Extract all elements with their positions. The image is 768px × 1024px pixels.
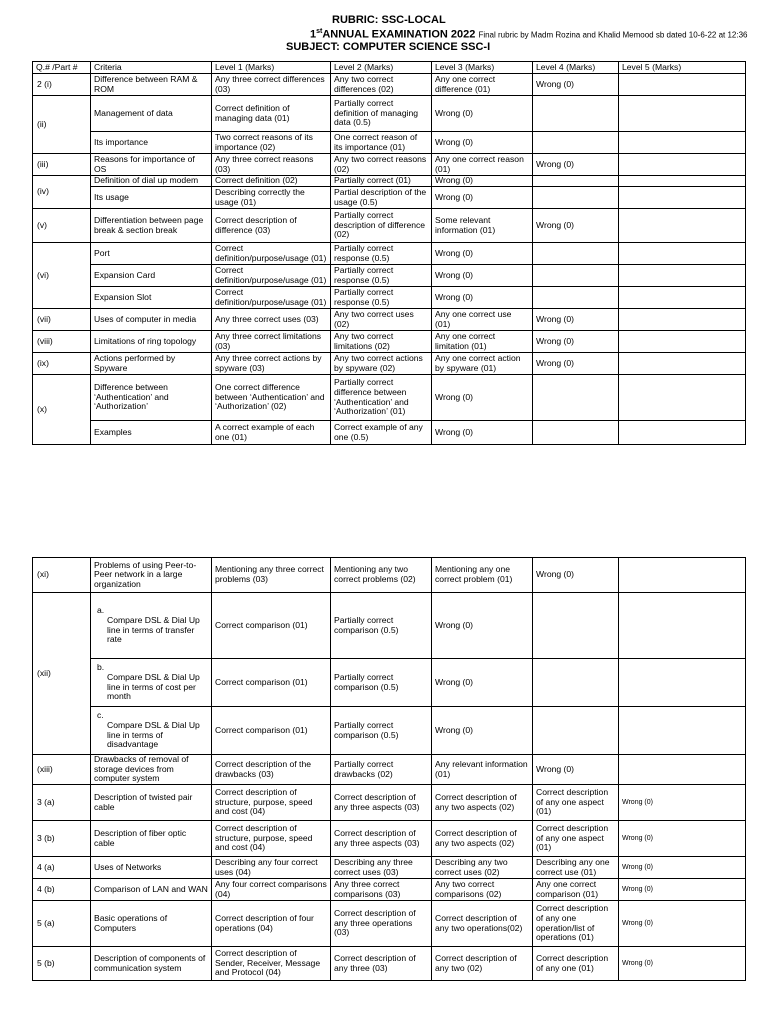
level-cell: Wrong (0)	[619, 821, 746, 857]
criteria-cell: Difference between RAM & ROM	[91, 74, 212, 96]
level-cell	[619, 375, 746, 421]
rubric-title: RUBRIC: SSC-LOCAL	[332, 14, 446, 26]
level-cell: Partially correct comparison (0.5)	[331, 593, 432, 659]
question-number: (vi)	[33, 243, 91, 309]
level-cell: Partially correct response (0.5)	[331, 265, 432, 287]
level-cell: Correct definition of managing data (01)	[212, 96, 331, 132]
level-cell: Correct description of any three aspects (03)	[331, 785, 432, 821]
level-cell: Any three correct uses (03)	[212, 309, 331, 331]
rubric-table-1	[32, 61, 746, 445]
criteria-cell: Description of twisted pair cable	[91, 785, 212, 821]
level-cell: Correct description of any three aspects (03)	[331, 821, 432, 857]
question-number: 4 (b)	[33, 879, 91, 901]
col-header: Level 1 (Marks)	[212, 62, 331, 74]
table-row	[33, 755, 746, 785]
level-cell: Correct comparison (01)	[212, 659, 331, 707]
table-row	[33, 132, 746, 154]
level-cell: Wrong (0)	[533, 309, 619, 331]
level-cell: Correct description of structure, purpose, speed and cost (04)	[212, 785, 331, 821]
question-number: 4 (a)	[33, 857, 91, 879]
criteria-cell: Uses of computer in media	[91, 309, 212, 331]
question-number: (v)	[33, 209, 91, 243]
level-cell: Wrong (0)	[432, 421, 533, 445]
table-row	[33, 659, 746, 707]
level-cell: Any one correct difference (01)	[432, 74, 533, 96]
criteria-cell	[91, 659, 212, 707]
level-cell	[533, 176, 619, 187]
question-number: (x)	[33, 375, 91, 445]
level-cell: Wrong (0)	[432, 243, 533, 265]
table-row	[33, 353, 746, 375]
level-cell: Correct description of any two aspects (02)	[432, 821, 533, 857]
table-row	[33, 74, 746, 96]
level-cell: Describing any two correct uses (02)	[432, 857, 533, 879]
level-cell: Any two correct comparisons (02)	[432, 879, 533, 901]
level-cell: Any four correct comparisons (04)	[212, 879, 331, 901]
criteria-text: Compare DSL & Dial Up line in terms of cost per month	[107, 671, 200, 702]
level-cell: Correct description of the drawbacks (03)	[212, 755, 331, 785]
level-cell: Correct description of any one operation/list of operations (01)	[533, 901, 619, 947]
level-cell: Wrong (0)	[533, 353, 619, 375]
level-cell	[619, 659, 746, 707]
criteria-text: Compare DSL & Dial Up line in terms of transfer rate	[107, 614, 200, 645]
table-row	[33, 947, 746, 981]
criteria-cell: Comparison of LAN and WAN	[91, 879, 212, 901]
level-cell	[619, 132, 746, 154]
level-cell: Partially correct comparison (0.5)	[331, 659, 432, 707]
level-cell: Partially correct definition of managing data (0.5)	[331, 96, 432, 132]
table-row	[33, 154, 746, 176]
level-cell	[619, 209, 746, 243]
level-cell: Wrong (0)	[619, 879, 746, 901]
level-cell	[533, 187, 619, 209]
level-cell	[619, 593, 746, 659]
level-cell: Wrong (0)	[533, 558, 619, 593]
level-cell: Wrong (0)	[533, 755, 619, 785]
level-cell: Any two correct reasons (02)	[331, 154, 432, 176]
level-cell: Correct comparison (01)	[212, 707, 331, 755]
col-header: Q.# /Part #	[33, 62, 91, 74]
table-row	[33, 901, 746, 947]
level-cell: Partially correct comparison (0.5)	[331, 707, 432, 755]
question-number: 5 (a)	[33, 901, 91, 947]
level-cell: Partially correct response (0.5)	[331, 243, 432, 265]
level-cell: Correct description of structure, purpose, speed and cost (04)	[212, 821, 331, 857]
criteria-text: Compare DSL & Dial Up line in terms of disadvantage	[107, 719, 200, 750]
level-cell: Wrong (0)	[619, 901, 746, 947]
level-cell: Any two correct uses (02)	[331, 309, 432, 331]
level-cell: Any one correct limitation (01)	[432, 331, 533, 353]
level-cell: Describing correctly the usage (01)	[212, 187, 331, 209]
level-cell	[619, 243, 746, 265]
table-row	[33, 265, 746, 287]
criteria-cell: Drawbacks of removal of storage devices from computer system	[91, 755, 212, 785]
level-cell: Partially correct drawbacks (02)	[331, 755, 432, 785]
question-number: 3 (a)	[33, 785, 91, 821]
level-cell: Some relevant information (01)	[432, 209, 533, 243]
level-cell: Any three correct comparisons (03)	[331, 879, 432, 901]
level-cell: Wrong (0)	[432, 287, 533, 309]
table-row	[33, 707, 746, 755]
level-cell	[619, 187, 746, 209]
level-cell	[533, 243, 619, 265]
question-number: (iv)	[33, 176, 91, 209]
level-cell: Wrong (0)	[432, 96, 533, 132]
col-header: Level 4 (Marks)	[533, 62, 619, 74]
level-cell: One correct difference between ‘Authentication’ and ‘Authorization’ (02)	[212, 375, 331, 421]
table-row	[33, 209, 746, 243]
criteria-cell: Description of components of communication system	[91, 947, 212, 981]
level-cell	[619, 287, 746, 309]
level-cell	[619, 558, 746, 593]
level-cell: Any one correct use (01)	[432, 309, 533, 331]
question-number: (xiii)	[33, 755, 91, 785]
table-row	[33, 187, 746, 209]
table-row	[33, 421, 746, 445]
criteria-cell: Expansion Slot	[91, 287, 212, 309]
level-cell: One correct reason of its importance (01)	[331, 132, 432, 154]
table-row	[33, 785, 746, 821]
level-cell	[619, 755, 746, 785]
level-cell: Any one correct action by spyware (01)	[432, 353, 533, 375]
level-cell: Correct description of any three (03)	[331, 947, 432, 981]
col-header: Criteria	[91, 62, 212, 74]
level-cell: Wrong (0)	[432, 176, 533, 187]
level-cell: Partial description of the usage (0.5)	[331, 187, 432, 209]
level-cell	[619, 421, 746, 445]
table-row	[33, 96, 746, 132]
level-cell	[619, 96, 746, 132]
criteria-cell: Reasons for importance of OS	[91, 154, 212, 176]
level-cell: Wrong (0)	[432, 659, 533, 707]
level-cell	[533, 707, 619, 755]
level-cell: Correct comparison (01)	[212, 593, 331, 659]
question-number: (ii)	[33, 96, 91, 154]
level-cell: Partially correct (01)	[331, 176, 432, 187]
level-cell: Correct description of any two aspects (02)	[432, 785, 533, 821]
level-cell: Wrong (0)	[432, 707, 533, 755]
level-cell: Correct description of any one aspect (01)	[533, 785, 619, 821]
criteria-cell: Description of fiber optic cable	[91, 821, 212, 857]
table-header-row	[33, 62, 746, 74]
question-number: (xi)	[33, 558, 91, 593]
level-cell: Wrong (0)	[533, 154, 619, 176]
level-cell	[533, 96, 619, 132]
subject-title: SUBJECT: COMPUTER SCIENCE SSC-I	[286, 41, 491, 53]
level-cell	[619, 265, 746, 287]
col-header: Level 3 (Marks)	[432, 62, 533, 74]
level-cell: Correct description of four operations (04)	[212, 901, 331, 947]
criteria-cell: Its usage	[91, 187, 212, 209]
level-cell: Wrong (0)	[619, 785, 746, 821]
level-cell: Wrong (0)	[533, 209, 619, 243]
question-number: (vii)	[33, 309, 91, 331]
rubric-table-2	[32, 557, 746, 981]
level-cell	[533, 375, 619, 421]
sub-part-label: c.	[97, 710, 104, 721]
level-cell	[533, 265, 619, 287]
level-cell: Any three correct reasons (03)	[212, 154, 331, 176]
level-cell: Partially correct difference between ‘Authentication’ and ‘Authorization’ (01)	[331, 375, 432, 421]
level-cell	[533, 593, 619, 659]
criteria-cell: Expansion Card	[91, 265, 212, 287]
table-row	[33, 176, 746, 187]
level-cell: Wrong (0)	[533, 331, 619, 353]
level-cell: Correct description of difference (03)	[212, 209, 331, 243]
table-row	[33, 331, 746, 353]
rubric-note: Final rubric by Madm Rozina and Khalid Memood sb dated 10-6-22 at 12:36	[478, 30, 748, 40]
table-row	[33, 287, 746, 309]
level-cell: Correct description of any one (01)	[533, 947, 619, 981]
level-cell: Wrong (0)	[432, 265, 533, 287]
level-cell	[619, 154, 746, 176]
criteria-cell: Basic operations of Computers	[91, 901, 212, 947]
criteria-cell: Definition of dial up modem	[91, 176, 212, 187]
level-cell: Mentioning any two correct problems (02)	[331, 558, 432, 593]
level-cell: Any two correct differences (02)	[331, 74, 432, 96]
level-cell: Describing any one correct use (01)	[533, 857, 619, 879]
level-cell: Correct description of any two (02)	[432, 947, 533, 981]
question-number: (ix)	[33, 353, 91, 375]
question-number: 3 (b)	[33, 821, 91, 857]
criteria-cell: Port	[91, 243, 212, 265]
question-number: (viii)	[33, 331, 91, 353]
level-cell	[619, 707, 746, 755]
question-number: 5 (b)	[33, 947, 91, 981]
level-cell: Any one correct reason (01)	[432, 154, 533, 176]
table-row	[33, 879, 746, 901]
level-cell: Describing any four correct uses (04)	[212, 857, 331, 879]
level-cell: Correct definition/purpose/usage (01)	[212, 265, 331, 287]
level-cell	[619, 176, 746, 187]
col-header: Level 5 (Marks)	[619, 62, 746, 74]
level-cell: Correct definition (02)	[212, 176, 331, 187]
question-number: (iii)	[33, 154, 91, 176]
level-cell: A correct example of each one (01)	[212, 421, 331, 445]
criteria-cell: Actions performed by Spyware	[91, 353, 212, 375]
table-row	[33, 375, 746, 421]
level-cell: Wrong (0)	[619, 857, 746, 879]
table-row	[33, 243, 746, 265]
level-cell: Any three correct differences (03)	[212, 74, 331, 96]
level-cell: Correct description of any one aspect (01)	[533, 821, 619, 857]
criteria-cell: Management of data	[91, 96, 212, 132]
level-cell: Mentioning any three correct problems (03)	[212, 558, 331, 593]
level-cell: Wrong (0)	[533, 74, 619, 96]
criteria-cell: Its importance	[91, 132, 212, 154]
criteria-cell: Problems of using Peer-to-Peer network in a large organization	[91, 558, 212, 593]
level-cell	[619, 74, 746, 96]
level-cell: Wrong (0)	[432, 593, 533, 659]
criteria-cell	[91, 707, 212, 755]
level-cell: Mentioning any one correct problem (01)	[432, 558, 533, 593]
level-cell: Any two correct limitations (02)	[331, 331, 432, 353]
sub-part-label: a.	[97, 605, 105, 616]
criteria-cell: Uses of Networks	[91, 857, 212, 879]
level-cell: Any relevant information (01)	[432, 755, 533, 785]
level-cell: Partially correct response (0.5)	[331, 287, 432, 309]
level-cell: Correct description of any three operations (03)	[331, 901, 432, 947]
table-row	[33, 309, 746, 331]
question-number: (xii)	[33, 593, 91, 755]
level-cell: Correct example of any one (0.5)	[331, 421, 432, 445]
level-cell: Two correct reasons of its importance (02)	[212, 132, 331, 154]
level-cell: Correct description of any two operations(02)	[432, 901, 533, 947]
level-cell: Wrong (0)	[432, 132, 533, 154]
level-cell: Correct description of Sender, Receiver, Message and Protocol (04)	[212, 947, 331, 981]
level-cell	[619, 353, 746, 375]
level-cell	[619, 309, 746, 331]
sub-part-label: b.	[97, 662, 105, 673]
level-cell: Any three correct actions by spyware (03)	[212, 353, 331, 375]
col-header: Level 2 (Marks)	[331, 62, 432, 74]
level-cell: Any two correct actions by spyware (02)	[331, 353, 432, 375]
criteria-cell: Examples	[91, 421, 212, 445]
level-cell: Wrong (0)	[432, 187, 533, 209]
table-row	[33, 593, 746, 659]
level-cell: Correct definition/purpose/usage (01)	[212, 243, 331, 265]
level-cell	[533, 659, 619, 707]
level-cell: Any three correct limitations (03)	[212, 331, 331, 353]
question-number: 2 (i)	[33, 74, 91, 96]
exam-title: 1stANNUAL EXAMINATION 2022 Final rubric by Madm Rozina and Khalid Memood sb dated 10-6-22 at 12:36	[310, 28, 748, 41]
criteria-cell: Difference between ‘Authentication’ and ‘Authorization’	[91, 375, 212, 421]
level-cell	[533, 421, 619, 445]
level-cell	[533, 287, 619, 309]
criteria-cell: Limitations of ring topology	[91, 331, 212, 353]
criteria-cell: Differentiation between page break & section break	[91, 209, 212, 243]
level-cell	[533, 132, 619, 154]
criteria-cell	[91, 593, 212, 659]
table-row	[33, 857, 746, 879]
table-row	[33, 558, 746, 593]
level-cell: Wrong (0)	[619, 947, 746, 981]
level-cell: Describing any three correct uses (03)	[331, 857, 432, 879]
level-cell: Any one correct comparison (01)	[533, 879, 619, 901]
table-row	[33, 821, 746, 857]
level-cell: Partially correct description of difference (02)	[331, 209, 432, 243]
level-cell: Wrong (0)	[432, 375, 533, 421]
level-cell	[619, 331, 746, 353]
level-cell: Correct definition/purpose/usage (01)	[212, 287, 331, 309]
